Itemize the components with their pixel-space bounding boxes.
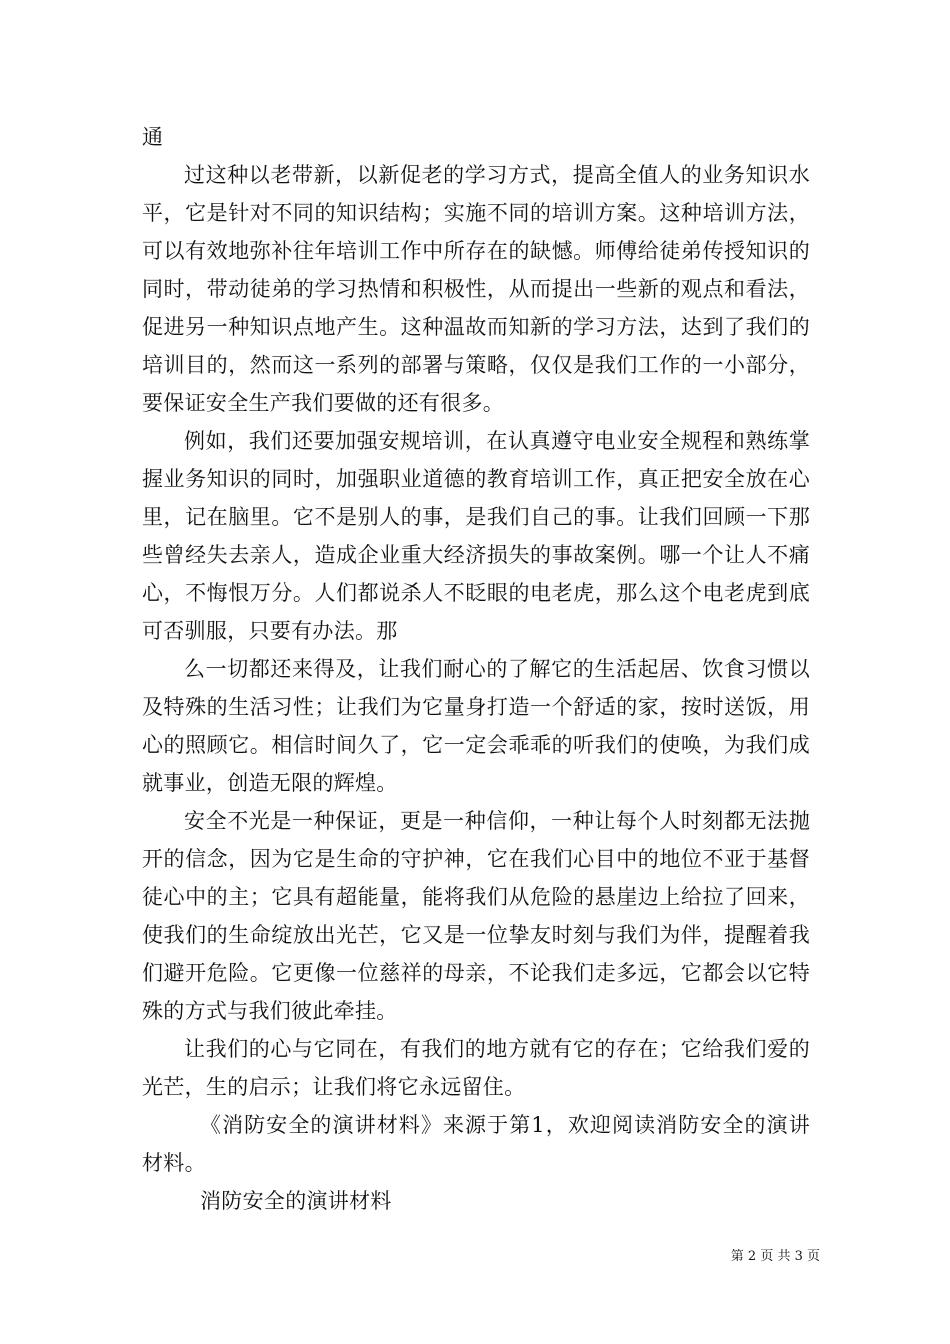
paragraph-closing: 让我们的心与它同在，有我们的地方就有它的存在；它给我们爱的光芒，生的启示；让我们将它永远留住。 bbox=[142, 1037, 810, 1099]
paragraph-safety-rules: 例如，我们还要加强安规培训，在认真遵守电业安全规程和熟练掌握业务知识的同时，加强职业道德的教育培训工作，真正把安全放在心里，记在脑里。它不是别人的事，是我们自己的事。让我们回顾一下那些曾经失去亲人，造成企业重大经济损失的事故案例。哪一个让人不痛心，不悔恨万分。人们都说杀人不眨眼的电老虎，那么这个电老虎到底可否驯服，只要有办法。那 bbox=[142, 429, 810, 643]
paragraph-source-note: 《消防安全的演讲材料》来源于第1，欢迎阅读消防安全的演讲材料。 bbox=[142, 1113, 810, 1175]
paragraph-continuation: 通 bbox=[142, 125, 164, 149]
paragraph-care: 么一切都还来得及，让我们耐心的了解它的生活起居、饮食习惯以及特殊的生活习性；让我们为它量身打造一个舒适的家，按时送饭，用心的照顾它。相信时间久了，它一定会乖乖的听我们的使唤，为我们成就事业，创造无限的辉煌。 bbox=[142, 657, 810, 795]
page-number: 第 2 页 共 3 页 bbox=[730, 1249, 820, 1264]
body-text bbox=[142, 118, 810, 1220]
paragraph-training-method: 过这种以老带新，以新促老的学习方式，提高全值人的业务知识水平，它是针对不同的知识结构；实施不同的培训方案。这种培训方法，可以有效地弥补往年培训工作中所存在的缺憾。师傅给徒弟传授知识的同时，带动徒弟的学习热情和积极性，从而提出一些新的观点和看法，促进另一种知识点地产生。这种温故而知新的学习方法，达到了我们的培训目的，然而这一系列的部署与策略，仅仅是我们工作的一小部分，要保证安全生产我们要做的还有很多。 bbox=[142, 163, 810, 415]
next-section-title: 消防安全的演讲材料 bbox=[200, 1189, 392, 1213]
paragraph-safety-belief: 安全不光是一种保证，更是一种信仰，一种让每个人时刻都无法抛开的信念，因为它是生命的守护神，它在我们心目中的地位不亚于基督徒心中的主；它具有超能量，能将我们从危险的悬崖边上给拉了回来，使我们的生命绽放出光芒，它又是一位挚友时刻与我们为伴，提醒着我们避开危险。它更像一位慈祥的母亲，不论我们走多远，它都会以它特殊的方式与我们彼此牵挂。 bbox=[142, 809, 810, 1023]
